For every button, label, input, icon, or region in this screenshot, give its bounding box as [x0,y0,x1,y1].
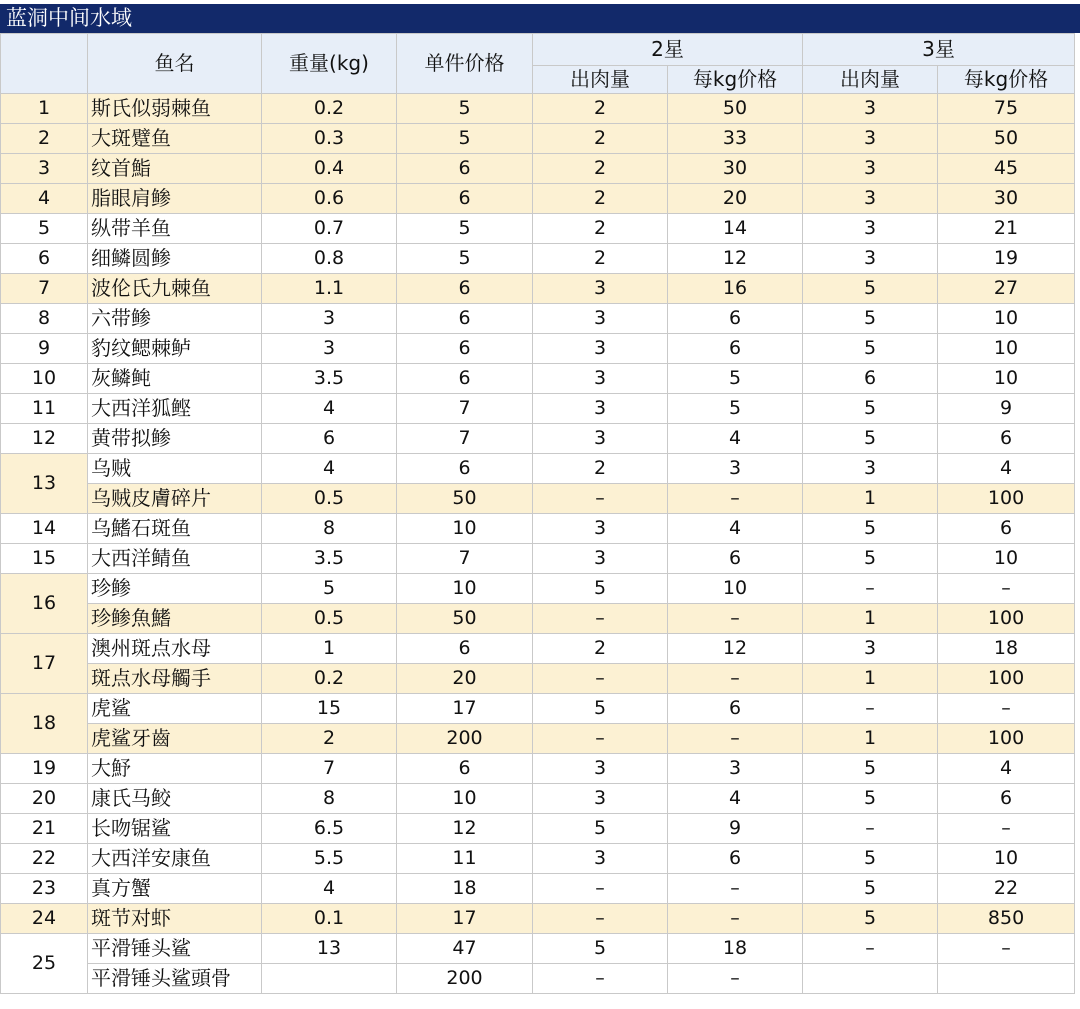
weight-cell[interactable]: 0.3 [262,124,397,154]
weight-cell[interactable]: 6 [262,424,397,454]
star2-yield-cell[interactable]: 3 [533,394,668,424]
row-index-cell[interactable]: 9 [1,334,88,364]
weight-cell[interactable] [262,964,397,994]
unit-price-cell[interactable]: 7 [397,544,533,574]
star3-yield-cell[interactable]: – [803,694,938,724]
header-3-star[interactable]: 3星 [803,34,1075,66]
star3-price-per-kg-cell[interactable]: 10 [938,544,1075,574]
star3-price-per-kg-cell[interactable]: 10 [938,334,1075,364]
star3-price-per-kg-cell[interactable]: 10 [938,844,1075,874]
table-row [1,754,1075,784]
star3-price-per-kg-cell[interactable]: 100 [938,724,1075,754]
star2-yield-cell[interactable]: 2 [533,184,668,214]
unit-price-cell[interactable]: 6 [397,184,533,214]
star2-price-per-kg-cell[interactable]: 6 [668,544,803,574]
star2-yield-cell[interactable]: 5 [533,574,668,604]
star3-yield-cell[interactable]: 3 [803,244,938,274]
unit-price-cell[interactable]: 6 [397,454,533,484]
unit-price-cell[interactable]: 5 [397,124,533,154]
table-row [1,424,1075,454]
row-index-cell[interactable]: 13 [1,454,88,514]
fish-name-cell[interactable]: 乌鰭石斑鱼 [88,514,262,544]
unit-price-cell[interactable]: 5 [397,214,533,244]
star3-price-per-kg-cell[interactable]: 75 [938,94,1075,124]
header-2-star-price-per-kg[interactable]: 每kg价格 [668,66,803,94]
weight-cell[interactable]: 0.8 [262,244,397,274]
star3-yield-cell[interactable]: 5 [803,784,938,814]
star2-price-per-kg-cell[interactable]: – [668,664,803,694]
fish-name-cell[interactable]: 波伦氏九棘鱼 [88,274,262,304]
star3-price-per-kg-cell[interactable] [938,964,1075,994]
table-row [1,604,1075,634]
star2-price-per-kg-cell[interactable]: 4 [668,514,803,544]
weight-cell[interactable]: 8 [262,784,397,814]
star2-price-per-kg-cell[interactable]: 50 [668,94,803,124]
row-index-cell[interactable]: 18 [1,694,88,754]
star2-price-per-kg-cell[interactable]: – [668,904,803,934]
star3-yield-cell[interactable]: 5 [803,424,938,454]
weight-cell[interactable]: 0.7 [262,214,397,244]
fish-name-cell[interactable]: 灰鳞鲀 [88,364,262,394]
sheet-title: 蓝洞中间水域 [0,4,1080,33]
table-row [1,334,1075,364]
fish-name-cell[interactable]: 真方蟹 [88,874,262,904]
fish-name-cell[interactable]: 大斑躄鱼 [88,124,262,154]
table-row [1,634,1075,664]
star3-price-per-kg-cell[interactable]: – [938,934,1075,964]
weight-cell[interactable]: 0.5 [262,604,397,634]
star2-price-per-kg-cell[interactable]: 3 [668,754,803,784]
weight-cell[interactable]: 3.5 [262,544,397,574]
star2-price-per-kg-cell[interactable]: 5 [668,364,803,394]
star2-price-per-kg-cell[interactable]: 5 [668,394,803,424]
star2-price-per-kg-cell[interactable]: 16 [668,274,803,304]
fish-name-cell[interactable]: 纵带羊鱼 [88,214,262,244]
star3-yield-cell[interactable]: 3 [803,454,938,484]
row-index-cell[interactable]: 6 [1,244,88,274]
table-row [1,934,1075,964]
unit-price-cell[interactable]: 200 [397,724,533,754]
unit-price-cell[interactable]: 200 [397,964,533,994]
row-index-cell[interactable]: 20 [1,784,88,814]
table-row [1,124,1075,154]
unit-price-cell[interactable]: 18 [397,874,533,904]
table-row [1,514,1075,544]
row-index-cell[interactable]: 5 [1,214,88,244]
star3-yield-cell[interactable] [803,964,938,994]
table-row [1,784,1075,814]
star3-yield-cell[interactable]: 3 [803,124,938,154]
weight-cell[interactable]: 3 [262,304,397,334]
table-row [1,844,1075,874]
fish-name-cell[interactable]: 虎鲨 [88,694,262,724]
star2-yield-cell[interactable]: 2 [533,454,668,484]
star3-price-per-kg-cell[interactable]: 6 [938,784,1075,814]
table-row [1,94,1075,124]
star3-price-per-kg-cell[interactable]: 4 [938,754,1075,784]
unit-price-cell[interactable]: 6 [397,274,533,304]
star2-price-per-kg-cell[interactable]: 9 [668,814,803,844]
weight-cell[interactable]: 6.5 [262,814,397,844]
fish-name-cell[interactable]: 澳州斑点水母 [88,634,262,664]
star3-yield-cell[interactable]: 5 [803,904,938,934]
star2-yield-cell[interactable]: 2 [533,124,668,154]
weight-cell[interactable]: 5.5 [262,844,397,874]
star3-yield-cell[interactable]: 5 [803,514,938,544]
star2-price-per-kg-cell[interactable]: – [668,874,803,904]
star2-yield-cell[interactable]: 2 [533,244,668,274]
star2-yield-cell[interactable]: 2 [533,154,668,184]
row-index-cell[interactable]: 8 [1,304,88,334]
unit-price-cell[interactable]: 6 [397,634,533,664]
unit-price-cell[interactable]: 7 [397,394,533,424]
star3-price-per-kg-cell[interactable]: – [938,694,1075,724]
table-row [1,904,1075,934]
star3-yield-cell[interactable]: 1 [803,484,938,514]
star2-yield-cell[interactable]: 5 [533,814,668,844]
row-index-cell[interactable]: 12 [1,424,88,454]
unit-price-cell[interactable]: 11 [397,844,533,874]
star2-yield-cell[interactable]: 3 [533,844,668,874]
star3-price-per-kg-cell[interactable]: 4 [938,454,1075,484]
star2-price-per-kg-cell[interactable]: 6 [668,694,803,724]
fish-name-cell[interactable]: 珍鲹 [88,574,262,604]
table-row [1,694,1075,724]
fish-name-cell[interactable]: 豹纹鳃棘鲈 [88,334,262,364]
table-row [1,184,1075,214]
star2-price-per-kg-cell[interactable]: 30 [668,154,803,184]
row-index-cell[interactable]: 4 [1,184,88,214]
fish-name-cell[interactable]: 长吻锯鲨 [88,814,262,844]
star3-price-per-kg-cell[interactable]: 19 [938,244,1075,274]
row-index-cell[interactable]: 11 [1,394,88,424]
table-row [1,724,1075,754]
star2-yield-cell[interactable]: – [533,604,668,634]
star2-price-per-kg-cell[interactable]: – [668,484,803,514]
unit-price-cell[interactable]: 6 [397,154,533,184]
star3-yield-cell[interactable]: 1 [803,664,938,694]
header-2-star[interactable]: 2星 [533,34,803,66]
row-index-cell[interactable]: 10 [1,364,88,394]
row-index-cell[interactable]: 24 [1,904,88,934]
fish-name-cell[interactable]: 细鳞圆鲹 [88,244,262,274]
fish-name-cell[interactable]: 斑点水母觸手 [88,664,262,694]
weight-cell[interactable]: 5 [262,574,397,604]
weight-cell[interactable]: 8 [262,514,397,544]
star3-yield-cell[interactable]: 1 [803,604,938,634]
star2-yield-cell[interactable]: – [533,664,668,694]
star3-price-per-kg-cell[interactable]: 30 [938,184,1075,214]
star2-yield-cell[interactable]: 5 [533,934,668,964]
star2-price-per-kg-cell[interactable]: – [668,724,803,754]
row-index-cell[interactable]: 3 [1,154,88,184]
table-row [1,274,1075,304]
star3-yield-cell[interactable]: 5 [803,874,938,904]
fish-name-cell[interactable]: 纹首鮨 [88,154,262,184]
weight-cell[interactable]: 4 [262,874,397,904]
weight-cell[interactable]: 15 [262,694,397,724]
star3-yield-cell[interactable]: 1 [803,724,938,754]
table-row [1,394,1075,424]
star3-price-per-kg-cell[interactable]: 45 [938,154,1075,184]
star2-price-per-kg-cell[interactable]: 12 [668,244,803,274]
table-row [1,304,1075,334]
unit-price-cell[interactable]: 7 [397,424,533,454]
weight-cell[interactable]: 3.5 [262,364,397,394]
table-row [1,814,1075,844]
unit-price-cell[interactable]: 50 [397,484,533,514]
unit-price-cell[interactable]: 47 [397,934,533,964]
weight-cell[interactable]: 4 [262,394,397,424]
fish-name-cell[interactable]: 大西洋鲭鱼 [88,544,262,574]
star2-price-per-kg-cell[interactable]: 12 [668,634,803,664]
star3-yield-cell[interactable]: 5 [803,544,938,574]
star2-yield-cell[interactable]: – [533,484,668,514]
star2-yield-cell[interactable]: 3 [533,274,668,304]
row-index-cell[interactable]: 22 [1,844,88,874]
star2-price-per-kg-cell[interactable]: – [668,964,803,994]
unit-price-cell[interactable]: 6 [397,754,533,784]
row-index-cell[interactable]: 19 [1,754,88,784]
star2-yield-cell[interactable]: 2 [533,94,668,124]
unit-price-cell[interactable]: 10 [397,784,533,814]
weight-cell[interactable]: 0.2 [262,94,397,124]
star2-yield-cell[interactable]: 3 [533,514,668,544]
star2-price-per-kg-cell[interactable]: 14 [668,214,803,244]
unit-price-cell[interactable]: 6 [397,364,533,394]
star3-price-per-kg-cell[interactable]: 850 [938,904,1075,934]
fish-name-cell[interactable]: 斑节对虾 [88,904,262,934]
star3-price-per-kg-cell[interactable]: 100 [938,664,1075,694]
star3-price-per-kg-cell[interactable]: 6 [938,514,1075,544]
star3-yield-cell[interactable]: 3 [803,184,938,214]
fish-name-cell[interactable]: 脂眼肩鲹 [88,184,262,214]
row-index-cell[interactable]: 16 [1,574,88,634]
table-row [1,364,1075,394]
header-weight[interactable]: 重量(kg) [262,34,397,94]
fish-name-cell[interactable]: 大魣 [88,754,262,784]
star2-price-per-kg-cell[interactable]: 10 [668,574,803,604]
header-index-cell[interactable] [1,34,88,94]
unit-price-cell[interactable]: 20 [397,664,533,694]
fish-name-cell[interactable]: 乌贼皮膚碎片 [88,484,262,514]
header-3-star-price-per-kg[interactable]: 每kg价格 [938,66,1075,94]
row-index-cell[interactable]: 21 [1,814,88,844]
star3-yield-cell[interactable]: 5 [803,304,938,334]
star3-price-per-kg-cell[interactable]: – [938,574,1075,604]
star2-price-per-kg-cell[interactable]: 4 [668,424,803,454]
star2-yield-cell[interactable]: – [533,904,668,934]
table-row [1,964,1075,994]
table-row [1,544,1075,574]
star3-yield-cell[interactable]: – [803,574,938,604]
unit-price-cell[interactable]: 17 [397,904,533,934]
star2-price-per-kg-cell[interactable]: 18 [668,934,803,964]
star2-yield-cell[interactable]: – [533,964,668,994]
row-index-cell[interactable]: 1 [1,94,88,124]
star3-yield-cell[interactable]: – [803,934,938,964]
table-row [1,154,1075,184]
star3-price-per-kg-cell[interactable]: 10 [938,364,1075,394]
star3-price-per-kg-cell[interactable]: 100 [938,484,1075,514]
star3-yield-cell[interactable]: 3 [803,94,938,124]
header-row-1 [1,34,1075,66]
header-2-star-yield[interactable]: 出肉量 [533,66,668,94]
star3-yield-cell[interactable]: 5 [803,394,938,424]
fish-name-cell[interactable]: 康氏马鲛 [88,784,262,814]
fish-name-cell[interactable]: 斯氏似弱棘鱼 [88,94,262,124]
table-row [1,214,1075,244]
row-index-cell[interactable]: 17 [1,634,88,694]
star2-yield-cell[interactable]: 3 [533,544,668,574]
star3-yield-cell[interactable]: 5 [803,844,938,874]
unit-price-cell[interactable]: 6 [397,304,533,334]
star3-price-per-kg-cell[interactable]: 22 [938,874,1075,904]
star2-yield-cell[interactable]: 3 [533,754,668,784]
unit-price-cell[interactable]: 5 [397,244,533,274]
fish-name-cell[interactable]: 虎鲨牙齒 [88,724,262,754]
star2-price-per-kg-cell[interactable]: 3 [668,454,803,484]
weight-cell[interactable]: 4 [262,454,397,484]
unit-price-cell[interactable]: 5 [397,94,533,124]
star2-yield-cell[interactable]: 2 [533,214,668,244]
star2-yield-cell[interactable]: 3 [533,424,668,454]
star2-yield-cell[interactable]: 3 [533,784,668,814]
weight-cell[interactable]: 13 [262,934,397,964]
fish-name-cell[interactable]: 珍鲹魚鰭 [88,604,262,634]
star2-price-per-kg-cell[interactable]: 6 [668,304,803,334]
star2-yield-cell[interactable]: 3 [533,364,668,394]
table-row [1,244,1075,274]
table-row [1,664,1075,694]
weight-cell[interactable]: 0.1 [262,904,397,934]
star2-yield-cell[interactable]: 2 [533,634,668,664]
weight-cell[interactable]: 1.1 [262,274,397,304]
table-row [1,574,1075,604]
fish-name-cell[interactable]: 六带鲹 [88,304,262,334]
star3-yield-cell[interactable]: 5 [803,754,938,784]
weight-cell[interactable]: 0.2 [262,664,397,694]
star2-price-per-kg-cell[interactable]: 20 [668,184,803,214]
fish-name-cell[interactable]: 乌贼 [88,454,262,484]
star3-yield-cell[interactable]: 3 [803,634,938,664]
star2-price-per-kg-cell[interactable]: – [668,604,803,634]
star3-yield-cell[interactable]: 3 [803,154,938,184]
header-fish-name[interactable]: 鱼名 [88,34,262,94]
star2-price-per-kg-cell[interactable]: 33 [668,124,803,154]
row-index-cell[interactable]: 2 [1,124,88,154]
fish-name-cell[interactable]: 大西洋安康鱼 [88,844,262,874]
row-index-cell[interactable]: 23 [1,874,88,904]
weight-cell[interactable]: 2 [262,724,397,754]
star2-yield-cell[interactable]: 3 [533,304,668,334]
row-index-cell[interactable]: 7 [1,274,88,304]
star3-yield-cell[interactable]: 3 [803,214,938,244]
star3-price-per-kg-cell[interactable]: 50 [938,124,1075,154]
weight-cell[interactable]: 0.5 [262,484,397,514]
row-index-cell[interactable]: 25 [1,934,88,994]
star2-yield-cell[interactable]: 3 [533,334,668,364]
table-row [1,484,1075,514]
weight-cell[interactable]: 3 [262,334,397,364]
star3-yield-cell[interactable]: 5 [803,274,938,304]
fish-name-cell[interactable]: 平滑锤头鲨 [88,934,262,964]
star3-price-per-kg-cell[interactable]: – [938,814,1075,844]
fish-name-cell[interactable]: 平滑锤头鲨頭骨 [88,964,262,994]
weight-cell[interactable]: 0.6 [262,184,397,214]
unit-price-cell[interactable]: 12 [397,814,533,844]
star3-price-per-kg-cell[interactable]: 27 [938,274,1075,304]
star2-price-per-kg-cell[interactable]: 6 [668,334,803,364]
weight-cell[interactable]: 0.4 [262,154,397,184]
star3-price-per-kg-cell[interactable]: 9 [938,394,1075,424]
table-row [1,454,1075,484]
table-row [1,874,1075,904]
weight-cell[interactable]: 7 [262,754,397,784]
fish-name-cell[interactable]: 黄带拟鲹 [88,424,262,454]
star3-price-per-kg-cell[interactable]: 10 [938,304,1075,334]
weight-cell[interactable]: 1 [262,634,397,664]
star3-price-per-kg-cell[interactable]: 100 [938,604,1075,634]
unit-price-cell[interactable]: 6 [397,334,533,364]
star3-price-per-kg-cell[interactable]: 18 [938,634,1075,664]
star2-price-per-kg-cell[interactable]: 6 [668,844,803,874]
header-unit-price[interactable]: 单件价格 [397,34,533,94]
unit-price-cell[interactable]: 10 [397,514,533,544]
star3-yield-cell[interactable]: 6 [803,364,938,394]
unit-price-cell[interactable]: 10 [397,574,533,604]
fish-price-table [0,33,1075,994]
star3-price-per-kg-cell[interactable]: 21 [938,214,1075,244]
header-3-star-yield[interactable]: 出肉量 [803,66,938,94]
star2-yield-cell[interactable]: – [533,724,668,754]
unit-price-cell[interactable]: 50 [397,604,533,634]
star2-yield-cell[interactable]: – [533,874,668,904]
row-index-cell[interactable]: 14 [1,514,88,544]
unit-price-cell[interactable]: 17 [397,694,533,724]
star2-price-per-kg-cell[interactable]: 4 [668,784,803,814]
row-index-cell[interactable]: 15 [1,544,88,574]
fish-name-cell[interactable]: 大西洋狐鲣 [88,394,262,424]
star2-yield-cell[interactable]: 5 [533,694,668,724]
star3-price-per-kg-cell[interactable]: 6 [938,424,1075,454]
star3-yield-cell[interactable]: 5 [803,334,938,364]
star3-yield-cell[interactable]: – [803,814,938,844]
